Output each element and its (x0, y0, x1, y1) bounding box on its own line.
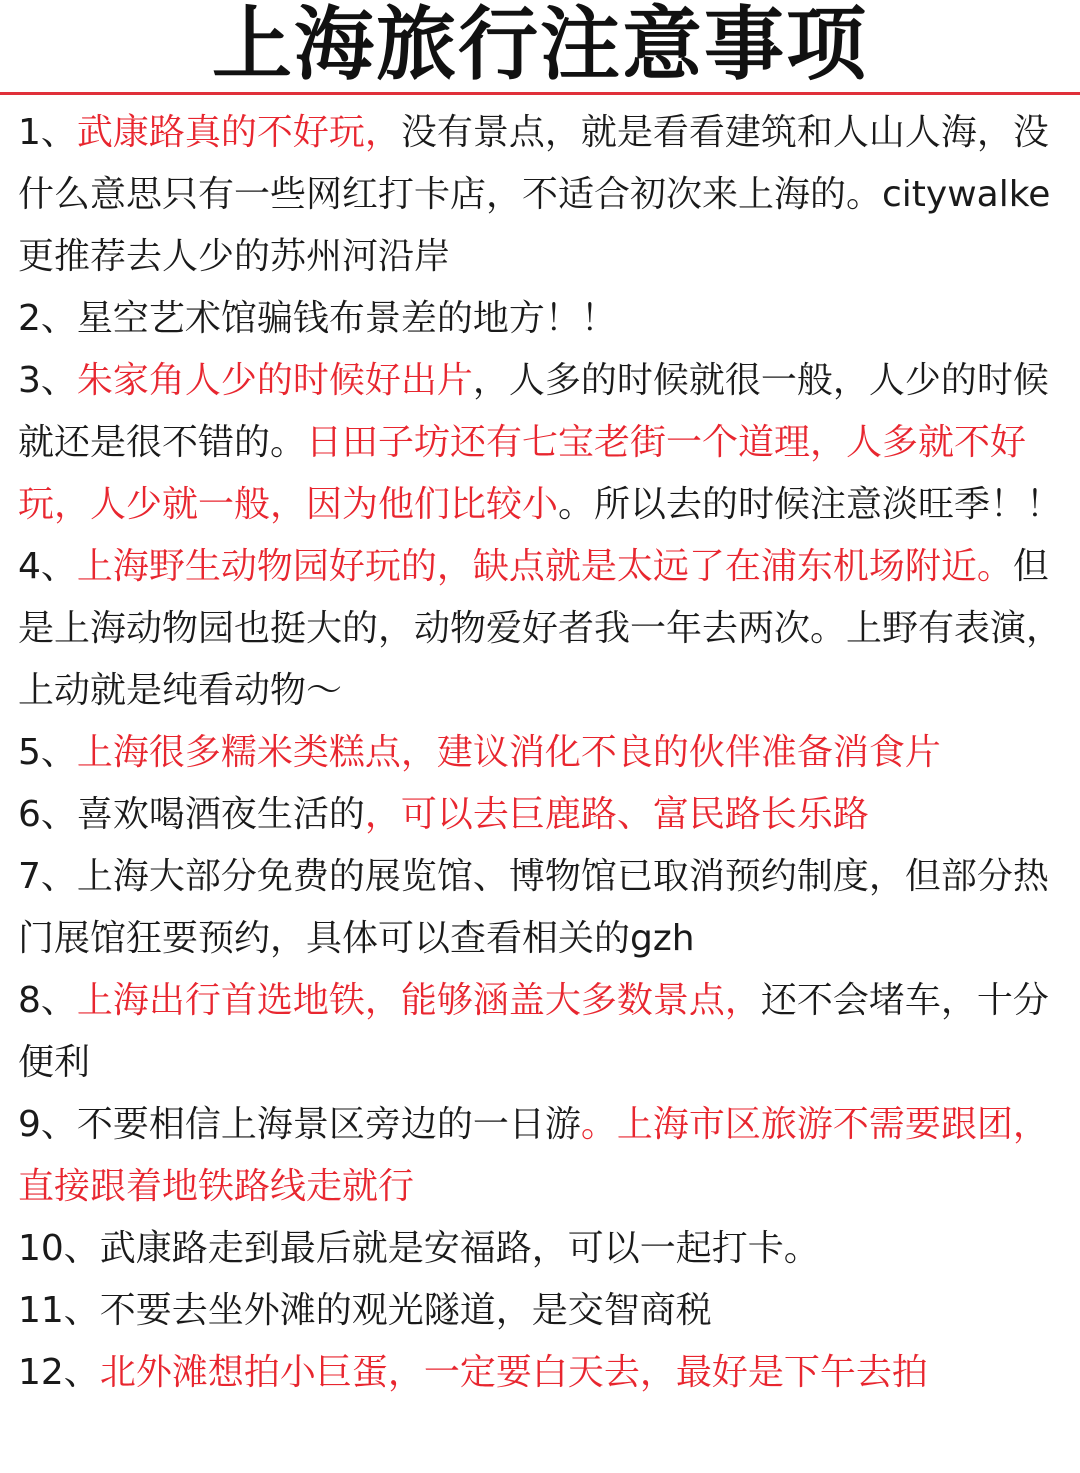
tip-text: 1、 (18, 112, 77, 153)
tip-text: ，人多的时候就很一般，人少的时候就还是很不错的。 (18, 360, 1049, 463)
tip-text: 12、 (18, 1352, 100, 1393)
tip-item-11 (18, 1280, 1068, 1342)
tip-item-8 (18, 970, 1068, 1094)
tip-text: 9、不要相信上海景区旁边的一日游 (18, 1104, 581, 1145)
tip-highlight-text: 。上海市区旅游不需要跟团，直接跟着地铁路线走就行 (18, 1104, 1049, 1207)
tip-text: 但是上海动物园也挺大的，动物爱好者我一年去两次。上野有表演，上动就是纯看动物～ (18, 546, 1063, 711)
tip-highlight-text: 上海很多糯米类糕点，建议消化不良的伙伴准备消食片 (76, 732, 941, 773)
tip-text: 4、 (18, 546, 77, 587)
tip-item-9 (18, 1094, 1068, 1218)
title-divider (0, 92, 1080, 95)
tip-item-5 (18, 722, 1068, 784)
tip-text: 6、喜欢喝酒夜生活的 (18, 794, 365, 835)
tip-item-4 (18, 536, 1068, 722)
tip-highlight-text: 日田子坊还有七宝老街一个道理，人多就不好玩，人少就一般，因为他们比较小 (18, 422, 1027, 525)
tip-text: 10、武康路走到最后就是安福路，可以一起打卡。 (18, 1228, 820, 1269)
tip-text: 2、星空艺术馆骗钱布景差的地方！！ (18, 298, 617, 339)
tip-text: 8、 (18, 980, 77, 1021)
tip-text: 。所以去的时候注意淡旺季！！ (558, 484, 1063, 525)
tip-text: 5、 (18, 732, 77, 773)
tip-text: 11、不要去坐外滩的观光隧道，是交智商税 (18, 1290, 712, 1331)
tip-item-1 (18, 102, 1068, 288)
tip-text: 3、 (18, 360, 77, 401)
tip-highlight-text: ，可以去巨鹿路、富民路长乐路 (364, 794, 869, 835)
tips-list (18, 102, 1068, 1404)
tip-item-3 (18, 350, 1068, 536)
tip-item-7 (18, 846, 1068, 970)
tip-item-2 (18, 288, 1068, 350)
page-title: 上海旅行注意事项 (212, 0, 868, 91)
tip-item-10 (18, 1218, 1068, 1280)
tip-highlight-text: 上海野生动物园好玩的，缺点就是太远了在浦东机场附近。 (76, 546, 1013, 587)
tip-text: 还不会堵车，十分便利 (18, 980, 1049, 1083)
tip-highlight-text: 武康路真的不好玩， (76, 112, 401, 153)
tip-highlight-text: 上海出行首选地铁，能够涵盖大多数景点， (76, 980, 761, 1021)
tip-highlight-text: 北外滩想拍小巨蛋，一定要白天去，最好是下午去拍 (99, 1352, 928, 1393)
tip-text: 7、上海大部分免费的展览馆、博物馆已取消预约制度，但部分热门展馆狂要预约，具体可以查看相关的gzh (18, 856, 1049, 959)
tip-item-12 (18, 1342, 1068, 1404)
tip-highlight-text: 朱家角人少的时候好出片 (76, 360, 473, 401)
tip-text: 没有景点，就是看看建筑和人山人海，没什么意思只有一些网红打卡店，不适合初次来上海的。citywalke更推荐去人少的苏州河沿岸 (18, 112, 1051, 277)
tip-item-6 (18, 784, 1068, 846)
